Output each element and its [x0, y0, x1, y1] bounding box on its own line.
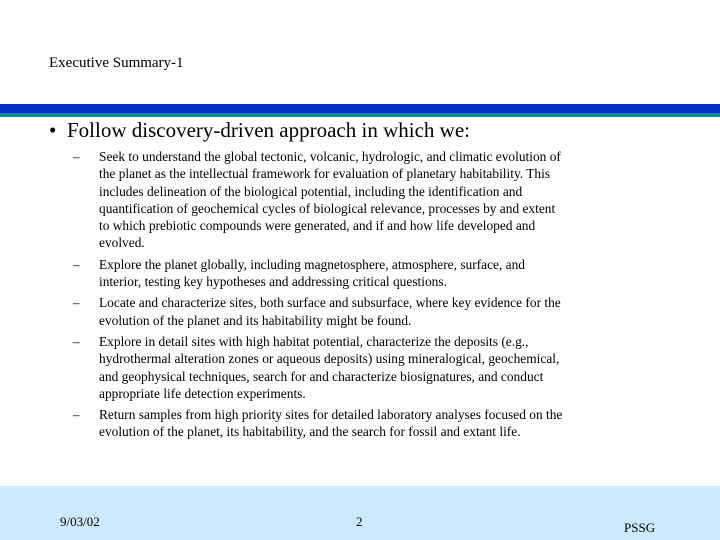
- sub-bullet-line: evolution of the planet and its habitability might be found.: [99, 312, 412, 328]
- sub-bullet-line: Explore in detail sites with high habitat potential, characterize the deposits (e.g.,: [99, 333, 529, 349]
- header-band-blue: [0, 104, 720, 113]
- header-band-teal: [0, 113, 720, 117]
- sub-bullet-line: Seek to understand the global tectonic, volcanic, hydrologic, and climatic evolution of: [99, 149, 561, 164]
- sub-bullet-line: Locate and characterize sites, both surface and subsurface, where key evidence for the: [99, 295, 561, 311]
- main-bullet: [49, 118, 470, 143]
- footer-org: PSSG: [624, 520, 656, 535]
- sub-bullet-line: Explore the planet globally, including magnetosphere, atmosphere, surface, and: [99, 256, 526, 272]
- sub-bullet-item: [73, 333, 673, 402]
- sub-bullet-item: [73, 256, 673, 291]
- dash-icon: –: [73, 407, 80, 423]
- sub-bullet-line: hydrothermal alteration zones or aqueous deposits) using mineralogical, geochemical,: [99, 351, 560, 367]
- dash-icon: –: [73, 295, 80, 311]
- sub-bullet-line: evolution of the planet, its habitability, and the search for fossil and extant life.: [99, 424, 521, 440]
- sub-bullet-item: [73, 294, 673, 329]
- sub-bullet-line: the planet as the intellectual framework for evaluation of planetary habitability. This: [99, 166, 551, 182]
- bullet-dot-icon: •: [49, 118, 57, 142]
- sub-bullet-line: appropriate life detection experiments.: [99, 385, 306, 401]
- sub-bullet-line: includes delineation of the biological potential, including the identification and: [99, 183, 523, 199]
- sub-bullet-line: evolved.: [99, 235, 145, 251]
- footer-date: 9/03/02: [60, 514, 100, 529]
- slide-title: Executive Summary-1: [49, 55, 184, 71]
- sub-bullet-line: and geophysical techniques, search for and characterize biosignatures, and conduct: [99, 368, 544, 384]
- sub-bullet-item: [73, 148, 673, 252]
- sub-bullet-line: Return samples from high priority sites for detailed laboratory analyses focused on the: [99, 407, 563, 423]
- footer-page-number: 2: [356, 514, 363, 529]
- dash-icon: –: [73, 149, 80, 164]
- sub-bullet-line: to which prebiotic compounds were generated, and if and how life developed and: [99, 218, 536, 234]
- main-bullet-text: Follow discovery-driven approach in which we:: [67, 118, 470, 142]
- dash-icon: –: [73, 256, 80, 272]
- dash-icon: –: [73, 333, 80, 349]
- footer: [0, 486, 720, 540]
- sub-bullet-item: [73, 406, 673, 441]
- sub-bullet-list: [73, 148, 673, 445]
- sub-bullet-line: quantification of geochemical cycles of biological relevance, processes by and extent: [99, 200, 556, 216]
- sub-bullet-line: interior, testing key hypotheses and addressing critical questions.: [99, 274, 447, 290]
